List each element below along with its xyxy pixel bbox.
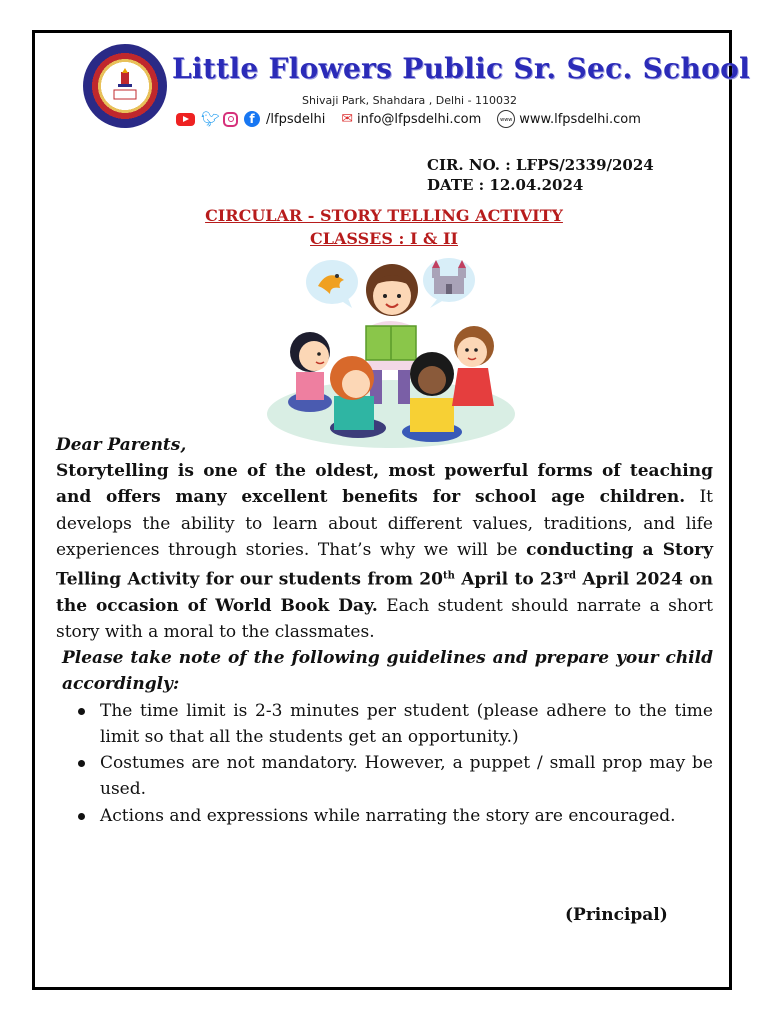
circular-number: CIR. NO. : LFPS/2339/2024	[427, 156, 654, 174]
signature: (Principal)	[565, 905, 668, 925]
school-logo	[83, 44, 167, 128]
dragon-bubble-icon	[306, 260, 358, 308]
list-item: The time limit is 2-3 minutes per student (please adhere to the time limit so that all the students get an opportunity.)	[100, 698, 713, 750]
facebook-icon[interactable]: f	[244, 111, 260, 127]
list-item: Costumes are not mandatory. However, a puppet / small prop may be used.	[100, 750, 713, 802]
email-link[interactable]: info@lfpsdelhi.com	[357, 111, 482, 127]
salutation: Dear Parents,	[56, 435, 187, 455]
youtube-icon[interactable]	[176, 113, 195, 126]
globe-icon: www	[497, 110, 515, 128]
letter-body	[56, 432, 713, 829]
contact-row	[176, 109, 641, 129]
intro-text: It develops the ability to learn about different values, traditions, and life experiences through stories. That’s why we will be	[56, 487, 713, 560]
circular-classes: CLASSES : I & II	[310, 229, 458, 248]
storytelling-illustration	[262, 256, 520, 452]
activity-bold-a: conducting a Story Telling Activity for our students from 20	[56, 539, 713, 590]
sup-rd: rd	[563, 570, 576, 582]
list-item: Actions and expressions while narrating the story are encouraged.	[100, 803, 713, 829]
website-link[interactable]: www.lfpsdelhi.com	[519, 111, 641, 127]
school-address: Shivaji Park, Shahdara , Delhi - 110032	[302, 94, 518, 107]
activity-bold-c: April 2024 on the occasion of World Book Day.	[56, 569, 713, 616]
child-figure-1	[288, 332, 332, 412]
guidelines-intro: Please take note of the following guidelines and prepare your child accordingly:	[62, 648, 713, 695]
intro-bold: Storytelling is one of the oldest, most powerful forms of teaching and offers many excellent benefits for school age children.	[56, 461, 713, 508]
school-name: Little Flowers Public Sr. Sec. School	[172, 52, 751, 85]
castle-bubble-icon	[423, 258, 475, 308]
activity-bold-b: April to 23	[454, 569, 564, 590]
social-handle[interactable]: /lfpsdelhi	[266, 111, 326, 127]
child-figure-4	[452, 326, 494, 406]
logo-lamp-icon	[112, 68, 138, 102]
intro-paragraph	[56, 458, 713, 645]
intro-text-2: Each student should narrate a short story with a moral to the classmates.	[56, 595, 713, 643]
instagram-icon[interactable]	[223, 112, 238, 127]
sup-th: th	[442, 570, 455, 582]
circular-title: CIRCULAR - STORY TELLING ACTIVITY	[205, 206, 563, 225]
twitter-icon[interactable]: 🐦︎	[201, 110, 221, 128]
guidelines-list	[56, 698, 713, 829]
mail-icon: ✉	[341, 111, 354, 127]
circular-date: DATE : 12.04.2024	[427, 176, 584, 194]
